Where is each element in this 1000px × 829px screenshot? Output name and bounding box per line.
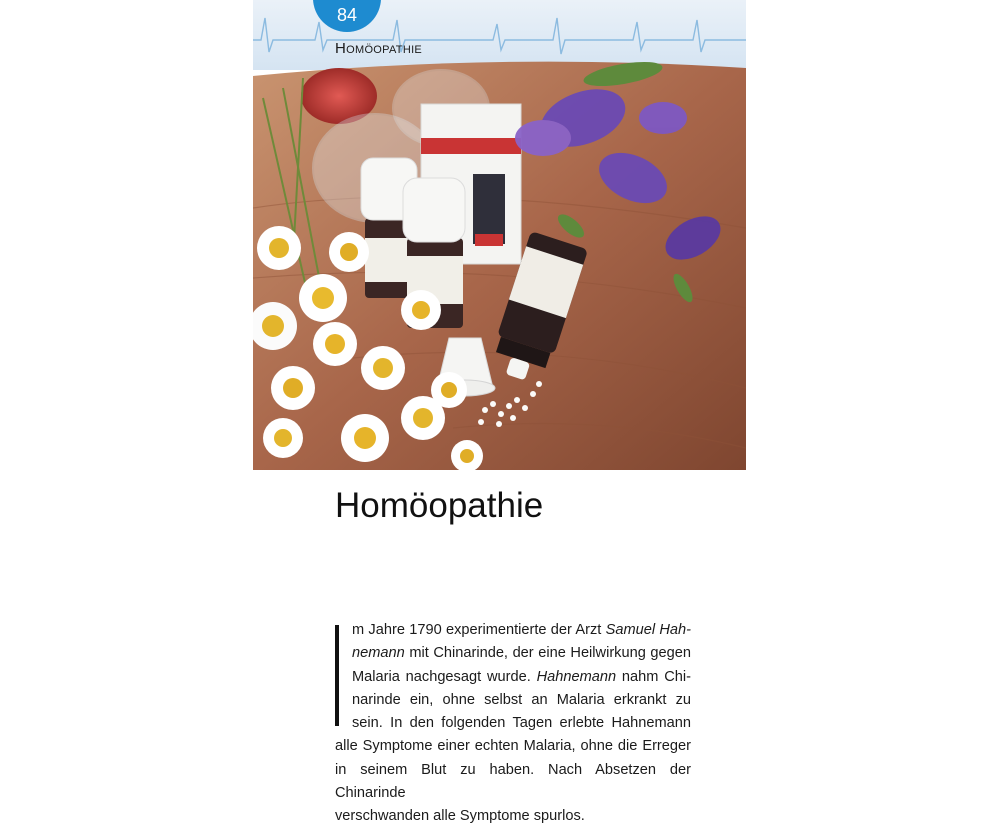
article-paragraph-continuation (335, 735, 691, 828)
article-title: Homöopathie (335, 486, 544, 525)
text-line: Malaria nachgesagt wurde. Hahnemann nahm Chi- (352, 668, 691, 685)
running-header: Homöopathie (335, 40, 423, 57)
article-body (335, 619, 691, 829)
text-line: narinde ein, ohne selbst an Malaria erkrankt zu (352, 691, 691, 708)
drop-cap-letter-i (335, 625, 339, 726)
text-line: in seinem Blut zu haben. Nach Absetzen der Chinarinde (335, 761, 691, 802)
text-line: nemann mit Chinarinde, der eine Heilwirkung gegen (352, 645, 691, 662)
text-line: sein. In den folgenden Tagen erlebte Hahnemann (352, 715, 691, 732)
page-number: 84 (336, 5, 358, 25)
book-page (253, 0, 746, 825)
text-line: verschwanden alle Symptome spurlos. (335, 808, 585, 825)
article-intro-paragraph (335, 619, 691, 735)
homeopathy-photo (253, 58, 746, 470)
text-line: m Jahre 1790 experimentierte der Arzt Samuel Hah- (352, 622, 691, 638)
text-line: alle Symptome einer echten Malaria, ohne die Erreger (335, 738, 691, 755)
